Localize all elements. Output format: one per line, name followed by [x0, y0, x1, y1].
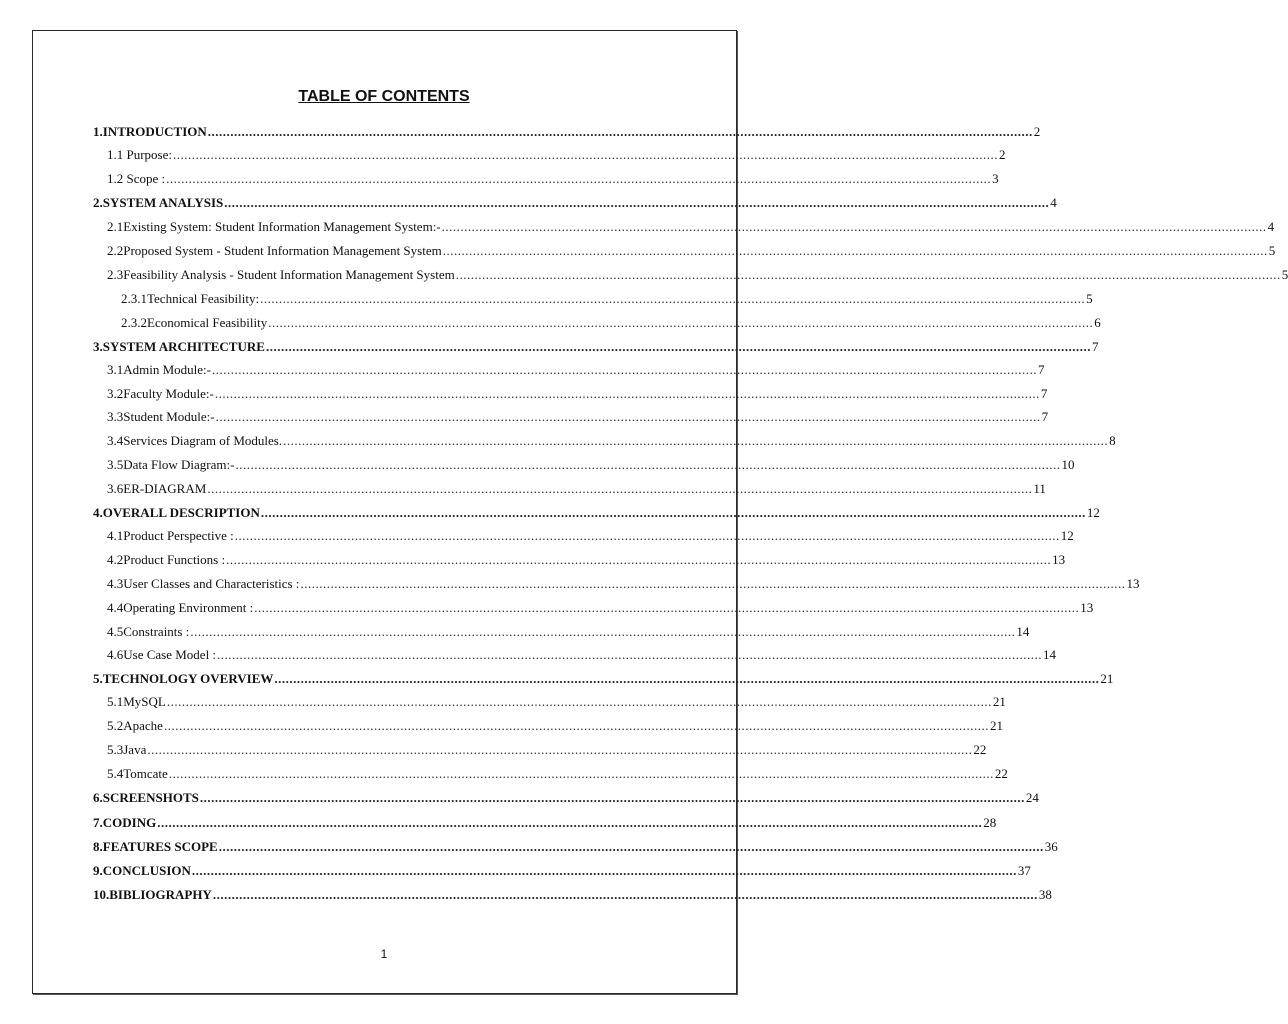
toc-entry-page: 10	[1061, 457, 1075, 472]
toc-entry[interactable]	[107, 766, 1008, 784]
toc-entry-number: 5.2	[107, 718, 124, 733]
toc-entry[interactable]	[107, 147, 1006, 165]
toc-entry[interactable]	[93, 339, 1099, 357]
toc-entry-page: 38	[1038, 887, 1052, 902]
toc-entry-label: CODING	[102, 815, 157, 830]
toc-entry-number: 2.2	[107, 243, 124, 258]
toc-dot-leader: ............................................................................................................................................................................................................................	[173, 147, 998, 162]
toc-entry-label: MySQL	[123, 694, 166, 709]
toc-dot-leader: ............................................................................................................................................................................................................................	[300, 576, 1126, 591]
toc-entry[interactable]	[107, 624, 1030, 642]
toc-dot-leader: ............................................................................................................................................................................................................................	[235, 457, 1061, 472]
toc-entry-label: Tomcate	[123, 766, 168, 781]
toc-entry-label: 1.2 Scope :	[107, 171, 166, 186]
toc-entry-label: 1.1 Purpose:	[107, 147, 172, 162]
toc-entry-page: 8	[1109, 433, 1116, 448]
toc-dot-leader: ............................................................................................................................................................................................................................	[166, 694, 992, 709]
toc-entry-page: 28	[983, 815, 997, 830]
toc-dot-leader: ............................................................................................................................................................................................................................	[265, 339, 1091, 354]
toc-entry-label: Operating Environment :	[123, 600, 254, 615]
toc-dot-leader: ............................................................................................................................................................................................................................	[218, 839, 1044, 854]
toc-entry[interactable]	[107, 171, 999, 189]
toc-entry-number: 4.6	[107, 647, 124, 662]
toc-entry-label: Product Perspective :	[123, 528, 234, 543]
toc-dot-leader: ............................................................................................................................................................................................................................	[268, 315, 1094, 330]
toc-entry[interactable]	[121, 315, 1101, 333]
toc-entry-page: 14	[1043, 647, 1057, 662]
toc-entry[interactable]	[93, 887, 1052, 905]
toc-entry-label: Java	[123, 742, 147, 757]
toc-entry[interactable]	[107, 552, 1066, 570]
toc-dot-leader: ............................................................................................................................................................................................................................	[199, 790, 1025, 805]
toc-entry-label: Faculty Module:-	[123, 386, 214, 401]
toc-entry[interactable]	[107, 576, 1140, 594]
toc-entry-number: 4.2	[107, 552, 124, 567]
toc-title: TABLE OF CONTENTS	[298, 88, 470, 105]
toc-dot-leader: ............................................................................................................................................................................................................................	[226, 552, 1052, 567]
toc-entry-number: 2.1	[107, 219, 124, 234]
toc-entry-page: 3	[992, 171, 999, 186]
toc-dot-leader: ............................................................................................................................................................................................................................	[254, 600, 1080, 615]
toc-entry[interactable]	[107, 457, 1075, 475]
toc-entry-number: 4.4	[107, 600, 124, 615]
toc-dot-leader: ............................................................................................................................................................................................................................	[166, 171, 992, 186]
toc-entry-number: 3.6	[107, 481, 124, 496]
toc-entry-page: 7	[1038, 362, 1045, 377]
toc-entry[interactable]	[93, 839, 1058, 857]
toc-dot-leader: ............................................................................................................................................................................................................................	[274, 671, 1100, 686]
toc-entry-label: CONCLUSION	[102, 863, 191, 878]
toc-dot-leader: ............................................................................................................................................................................................................................	[191, 863, 1017, 878]
toc-entry-page: 7	[1041, 409, 1049, 424]
toc-entry-page: 5	[1268, 243, 1276, 258]
toc-dot-leader: ............................................................................................................................................................................................................................	[455, 267, 1281, 282]
toc-entry-label: Services Diagram of Modules.	[123, 433, 283, 448]
toc-entry[interactable]	[107, 718, 1003, 736]
toc-entry-page: 11	[1033, 481, 1046, 496]
toc-entry-label: Economical Feasibility	[147, 315, 268, 330]
toc-entry-number: 5.3	[107, 742, 124, 757]
toc-entry[interactable]	[93, 124, 1041, 142]
toc-entry-page: 24	[1025, 790, 1039, 805]
toc-entry[interactable]	[107, 243, 1276, 261]
toc-entry-number: 5.	[93, 671, 103, 686]
toc-entry-page: 5	[1281, 267, 1288, 282]
toc-dot-leader: ............................................................................................................................................................................................................................	[260, 291, 1086, 306]
toc-entry-label: OVERALL DESCRIPTION	[102, 505, 260, 520]
toc-entry-page: 12	[1060, 528, 1074, 543]
toc-entry-label: BIBLIOGRAPHY	[109, 887, 212, 902]
toc-entry-page: 12	[1086, 505, 1100, 520]
toc-entry[interactable]	[107, 219, 1275, 237]
toc-entry-label: INTRODUCTION	[102, 124, 207, 139]
toc-entry-page: 13	[1080, 600, 1094, 615]
toc-entry[interactable]	[93, 790, 1039, 808]
toc-entry-number: 2.3.1	[121, 291, 147, 306]
toc-entry-page: 13	[1126, 576, 1140, 591]
toc-entry-page: 13	[1052, 552, 1066, 567]
toc-dot-leader: ............................................................................................................................................................................................................................	[234, 528, 1060, 543]
toc-entry[interactable]	[121, 291, 1093, 309]
toc-entry-number: 4.1	[107, 528, 124, 543]
toc-entry[interactable]	[107, 694, 1006, 712]
toc-entry-page: 22	[973, 742, 987, 757]
toc-entry-label: Proposed System - Student Information Management System	[123, 243, 442, 258]
toc-entry-number: 5.1	[107, 694, 124, 709]
toc-dot-leader: ............................................................................................................................................................................................................................	[441, 219, 1267, 234]
toc-entry-label: Technical Feasibility:	[147, 291, 260, 306]
toc-entry-number: 4.3	[107, 576, 124, 591]
toc-entry-number: 4.	[93, 505, 103, 520]
toc-entry-label: Constraints :	[123, 624, 190, 639]
toc-entry-number: 6.	[93, 790, 103, 805]
toc-entry-page: 7	[1091, 339, 1099, 354]
toc-entry-page: 22	[994, 766, 1008, 781]
toc-entry-label: Product Functions :	[123, 552, 226, 567]
toc-entry-page: 21	[992, 694, 1006, 709]
toc-dot-leader: ............................................................................................................................................................................................................................	[283, 433, 1109, 448]
toc-entry-page: 4	[1050, 195, 1057, 210]
toc-dot-leader: ............................................................................................................................................................................................................................	[224, 195, 1050, 210]
toc-dot-leader: ............................................................................................................................................................................................................................	[207, 481, 1033, 496]
toc-entry-label: ER-DIAGRAM	[123, 481, 207, 496]
toc-dot-leader: ............................................................................................................................................................................................................................	[168, 766, 994, 781]
toc-entry[interactable]	[93, 195, 1057, 213]
toc-entry[interactable]	[107, 742, 987, 760]
toc-entry-page: 2	[1033, 124, 1041, 139]
toc-entry-label: SYSTEM ANALYSIS	[102, 195, 224, 210]
toc-entry-page: 6	[1094, 315, 1101, 330]
toc-entry[interactable]	[93, 863, 1031, 881]
toc-entry-label: Data Flow Diagram:-	[123, 457, 235, 472]
toc-entry-page: 2	[999, 147, 1006, 162]
toc-entry[interactable]	[93, 505, 1100, 523]
toc-entry-page: 14	[1016, 624, 1030, 639]
page-number: 1	[380, 947, 388, 961]
toc-dot-leader: ............................................................................................................................................................................................................................	[215, 409, 1041, 424]
toc-dot-leader: ............................................................................................................................................................................................................................	[163, 718, 989, 733]
toc-entry[interactable]	[107, 647, 1057, 665]
toc-entry[interactable]	[107, 600, 1094, 618]
toc-entry-label: Use Case Model :	[123, 647, 217, 662]
toc-entry-number: 1.	[93, 124, 103, 139]
toc-entry-label: SYSTEM ARCHITECTURE	[102, 339, 265, 354]
toc-entry[interactable]	[107, 267, 1288, 285]
toc-entry-number: 3.2	[107, 386, 124, 401]
toc-entry-number: 3.5	[107, 457, 124, 472]
toc-dot-leader: ............................................................................................................................................................................................................................	[207, 124, 1033, 139]
toc-dot-leader: ............................................................................................................................................................................................................................	[157, 815, 983, 830]
toc-entry-number: 3.3	[107, 409, 124, 424]
toc-dot-leader: ............................................................................................................................................................................................................................	[212, 887, 1038, 902]
toc-entry-label: Feasibility Analysis - Student Information Management System	[123, 267, 455, 282]
toc-entry[interactable]	[107, 433, 1116, 451]
toc-entry[interactable]	[107, 409, 1049, 427]
toc-dot-leader: ............................................................................................................................................................................................................................	[147, 742, 973, 757]
toc-entry-number: 7.	[93, 815, 103, 830]
toc-entry-label: Student Module:-	[123, 409, 215, 424]
toc-entry-number: 3.	[93, 339, 103, 354]
toc-entry-number: 2.3.2	[121, 315, 147, 330]
toc-entry-page: 21	[1100, 671, 1114, 686]
toc-entry-page: 21	[989, 718, 1003, 733]
toc-entry[interactable]	[107, 481, 1046, 499]
toc-entry-page: 4	[1267, 219, 1275, 234]
toc-entry-number: 4.5	[107, 624, 124, 639]
toc-entry-number: 3.1	[107, 362, 124, 377]
toc-entry-number: 2.3	[107, 267, 124, 282]
toc-dot-leader: ............................................................................................................................................................................................................................	[260, 505, 1086, 520]
toc-entry-page: 7	[1040, 386, 1048, 401]
toc-entry-page: 36	[1044, 839, 1058, 854]
toc-entry-label: Existing System: Student Information Management System:-	[123, 219, 441, 234]
toc-dot-leader: ............................................................................................................................................................................................................................	[212, 362, 1037, 377]
toc-entry-label: FEATURES SCOPE	[102, 839, 218, 854]
toc-entry-number: 10.	[93, 887, 110, 902]
toc-dot-leader: ............................................................................................................................................................................................................................	[442, 243, 1268, 258]
toc-entry-label: SCREENSHOTS	[102, 790, 199, 805]
toc-entry-number: 2.	[93, 195, 103, 210]
toc-entry-page: 37	[1017, 863, 1031, 878]
toc-entry[interactable]	[107, 528, 1074, 546]
toc-entry[interactable]	[93, 671, 1114, 689]
toc-dot-leader: ............................................................................................................................................................................................................................	[190, 624, 1016, 639]
toc-entry[interactable]	[107, 362, 1045, 380]
toc-dot-leader: ............................................................................................................................................................................................................................	[214, 386, 1040, 401]
toc-entry-label: User Classes and Characteristics :	[123, 576, 300, 591]
toc-entry-label: TECHNOLOGY OVERVIEW	[102, 671, 274, 686]
toc-entry[interactable]	[107, 386, 1048, 404]
toc-entry-number: 3.4	[107, 433, 124, 448]
toc-entry[interactable]	[93, 815, 997, 833]
toc-entry-label: Apache	[123, 718, 163, 733]
toc-entry-number: 5.4	[107, 766, 124, 781]
toc-dot-leader: ............................................................................................................................................................................................................................	[217, 647, 1043, 662]
toc-entry-page: 5	[1086, 291, 1093, 306]
toc-entry-number: 8.	[93, 839, 103, 854]
toc-entry-label: Admin Module:-	[123, 362, 211, 377]
toc-entry-number: 9.	[93, 863, 103, 878]
